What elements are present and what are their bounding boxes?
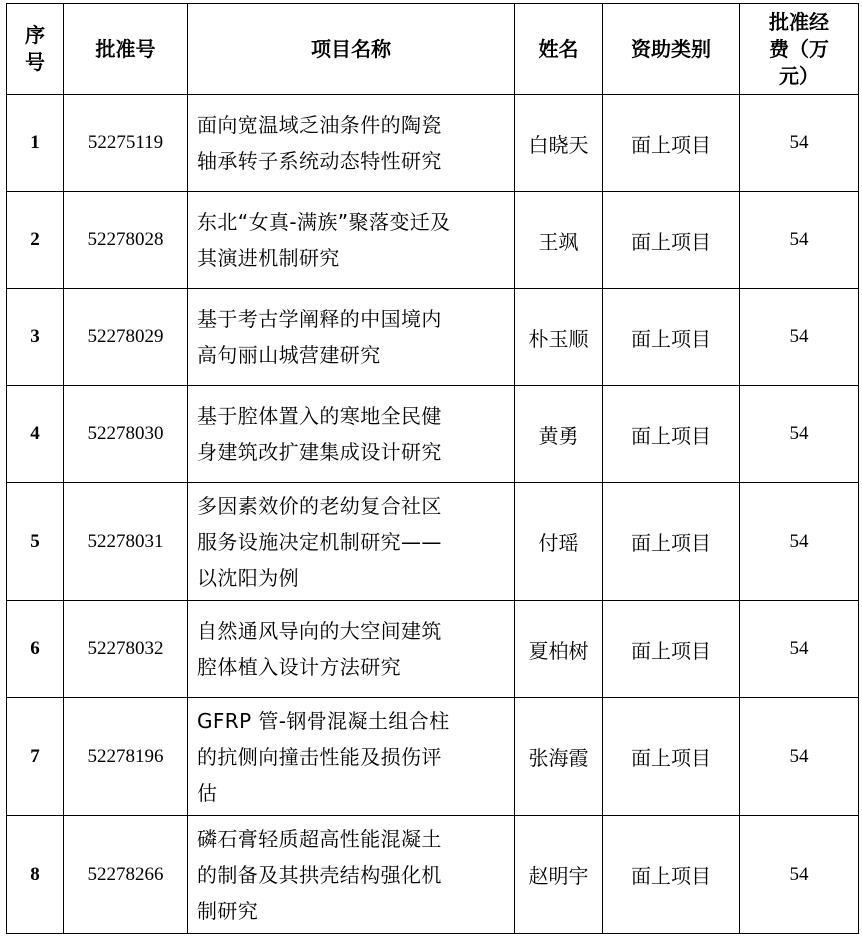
row-pi-name: 赵明宇 [515,816,603,934]
row-index: 1 [7,95,64,192]
row-approval-no: 52278030 [64,386,188,483]
row-funding-type: 面上项目 [603,483,740,601]
header-pi-name: 姓名 [515,4,603,95]
row-funding-type: 面上项目 [603,698,740,816]
row-index: 2 [7,192,64,289]
row-project-name: 多因素效价的老幼复合社区 服务设施决定机制研究—— 以沈阳为例 [188,483,515,601]
row-pi-name: 夏柏树 [515,601,603,698]
table-row [7,289,859,386]
row-approval-no: 52278028 [64,192,188,289]
row-funds: 54 [740,192,859,289]
row-approval-no: 52278032 [64,601,188,698]
row-pi-name: 黄勇 [515,386,603,483]
row-approval-no: 52278196 [64,698,188,816]
row-project-name: GFRP 管-钢骨混凝土组合柱 的抗侧向撞击性能及损伤评 估 [188,698,515,816]
row-funds: 54 [740,483,859,601]
header-funds: 批准经 费（万 元） [740,4,859,95]
row-approval-no: 52278029 [64,289,188,386]
header-funding-type: 资助类别 [603,4,740,95]
row-funds: 54 [740,816,859,934]
row-approval-no: 52275119 [64,95,188,192]
row-project-name: 面向宽温域乏油条件的陶瓷 轴承转子系统动态特性研究 [188,95,515,192]
row-index: 8 [7,816,64,934]
header-approval-no: 批准号 [64,4,188,95]
row-funds: 54 [740,289,859,386]
row-project-name: 磷石膏轻质超高性能混凝土 的制备及其拱壳结构强化机 制研究 [188,816,515,934]
row-funds: 54 [740,95,859,192]
row-project-name: 东北“女真-满族”聚落变迁及 其演进机制研究 [188,192,515,289]
row-pi-name: 付瑶 [515,483,603,601]
header-row [7,4,859,95]
table-row [7,816,859,934]
row-project-name: 基于考古学阐释的中国境内 高句丽山城营建研究 [188,289,515,386]
row-approval-no: 52278031 [64,483,188,601]
row-funds: 54 [740,698,859,816]
table-row [7,95,859,192]
row-pi-name: 朴玉顺 [515,289,603,386]
table-row [7,601,859,698]
row-pi-name: 白晓天 [515,95,603,192]
row-pi-name: 王飒 [515,192,603,289]
row-project-name: 基于腔体置入的寒地全民健 身建筑改扩建集成设计研究 [188,386,515,483]
row-funding-type: 面上项目 [603,386,740,483]
row-index: 5 [7,483,64,601]
row-funding-type: 面上项目 [603,289,740,386]
row-project-name: 自然通风导向的大空间建筑 腔体植入设计方法研究 [188,601,515,698]
header-project-name: 项目名称 [188,4,515,95]
row-index: 6 [7,601,64,698]
row-pi-name: 张海霞 [515,698,603,816]
table-row [7,698,859,816]
row-approval-no: 52278266 [64,816,188,934]
row-funds: 54 [740,386,859,483]
row-index: 4 [7,386,64,483]
row-index: 7 [7,698,64,816]
row-funds: 54 [740,601,859,698]
row-funding-type: 面上项目 [603,95,740,192]
row-index: 3 [7,289,64,386]
table-row [7,192,859,289]
table-row [7,386,859,483]
grant-table [6,3,859,934]
row-funding-type: 面上项目 [603,192,740,289]
header-index: 序 号 [7,4,64,95]
row-funding-type: 面上项目 [603,816,740,934]
table-row [7,483,859,601]
row-funding-type: 面上项目 [603,601,740,698]
